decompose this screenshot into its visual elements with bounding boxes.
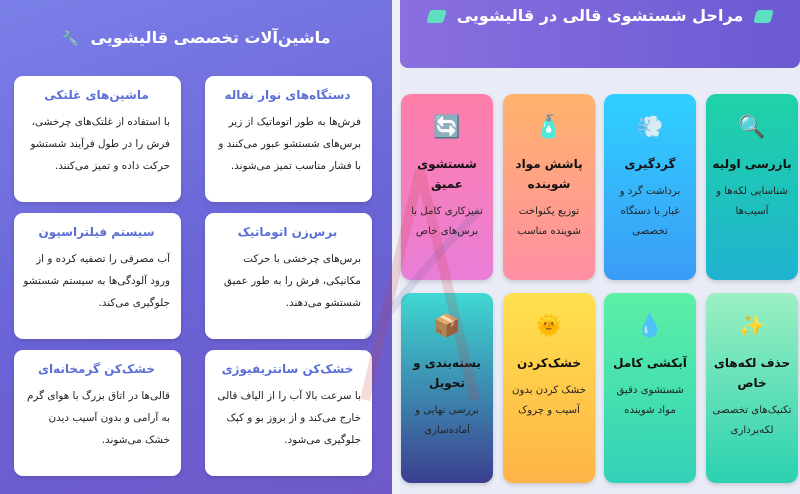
step-card <box>604 94 696 280</box>
machine-card-title: خشک‌کن سانتریفیوژی <box>221 362 354 376</box>
steps-title <box>400 6 800 25</box>
machine-card-desc: با سرعت بالا آب را از الیاف قالی خارج می‌کند و از بروز بو و کپک جلوگیری می‌شود. <box>217 390 361 446</box>
step-title: بازرسی اولیه <box>712 157 792 171</box>
gem-icon <box>426 10 446 23</box>
wrench-icon: 🔧 <box>61 31 79 47</box>
machine-card-desc: آب مصرفی را تصفیه کرده و از ورود آلودگی‌ها به سیستم شستشو جلوگیری می‌کند. <box>23 253 170 309</box>
steps-title-text: مراحل شستشوی قالی در قالیشویی <box>456 6 744 25</box>
step-title: بسته‌بندی و تحویل <box>413 356 481 390</box>
step-desc: شستشوی دقیق مواد شوینده <box>616 385 684 416</box>
gem-icon <box>753 10 773 23</box>
machine-card-conveyor <box>205 76 372 202</box>
step-title: گردگیری <box>624 157 676 171</box>
machine-card-title: خشک‌کن گرمخانه‌ای <box>37 362 156 376</box>
machine-card-desc: با استفاده از غلتک‌های چرخشی، فرش را در طول فرآیند شستشو حرکت داده و تمیز می‌کنند. <box>30 116 170 172</box>
step-title: شستشوی عمیق <box>417 157 477 191</box>
soap-bottle-icon: 🧴 <box>535 115 563 140</box>
step-card <box>401 293 493 483</box>
step-card <box>503 94 595 280</box>
machine-card-title: ماشین‌های غلتکی <box>44 88 149 102</box>
step-desc: خشک کردن بدون آسیب و چروک <box>511 385 587 416</box>
step-card <box>706 94 798 280</box>
refresh-icon: 🔄 <box>433 115 461 140</box>
step-desc: برداشت گرد و غبار با دستگاه تخصصی <box>619 186 681 237</box>
machine-card-filtration <box>14 213 181 339</box>
step-desc: تکنیک‌های تخصصی لکه‌برداری <box>712 405 792 436</box>
box-icon: 📦 <box>433 314 461 339</box>
step-title: آبکشی کامل <box>613 356 687 370</box>
machine-card-desc: قالی‌ها در اتاق بزرگ با هوای گرم به آرامی و بدون آسیب دیدن خشک می‌شوند. <box>26 390 170 446</box>
step-title: خشک‌کردن <box>517 356 581 370</box>
machine-card-roller <box>14 76 181 202</box>
machines-title <box>0 28 392 47</box>
machines-title-text: ماشین‌آلات تخصصی قالیشویی <box>90 28 331 47</box>
machine-card-desc: برس‌های چرخشی با حرکت مکانیکی، فرش را به طور عمیق شستشو می‌دهند. <box>223 253 361 309</box>
machine-card-heat-room <box>14 350 181 476</box>
magnifier-icon: 🔍 <box>738 115 766 140</box>
machine-card-centrifuge <box>205 350 372 476</box>
step-desc: بررسی نهایی و آماده‌سازی <box>415 405 479 436</box>
machine-card-title: برس‌زن اتوماتیک <box>237 225 338 239</box>
step-card <box>604 293 696 483</box>
step-card <box>401 94 493 280</box>
machine-card-desc: فرش‌ها به طور اتوماتیک از زیر برس‌های شستشو عبور می‌کنند و با فشار مناسب تمیز می‌شوند. <box>218 116 361 172</box>
sun-icon: 🌞 <box>535 314 563 339</box>
wind-icon: 💨 <box>636 115 664 140</box>
machine-card-title: سیستم فیلتراسیون <box>38 225 155 239</box>
water-drop-icon: 💧 <box>636 314 664 339</box>
step-desc: تمیزکاری کامل با برس‌های خاص <box>411 206 483 237</box>
machine-card-brush <box>205 213 372 339</box>
step-title: حذف لکه‌های خاص <box>713 356 791 390</box>
step-card <box>706 293 798 483</box>
step-title: پاشش مواد شوینده <box>515 157 583 191</box>
machine-card-title: دستگاه‌های نوار نقاله <box>224 88 351 102</box>
step-card <box>503 293 595 483</box>
steps-header <box>400 0 800 68</box>
sparkles-icon: ✨ <box>738 314 766 339</box>
step-desc: شناسایی لکه‌ها و آسیب‌ها <box>716 186 788 217</box>
step-desc: توزیع یکنواخت شوینده مناسب <box>517 206 581 237</box>
